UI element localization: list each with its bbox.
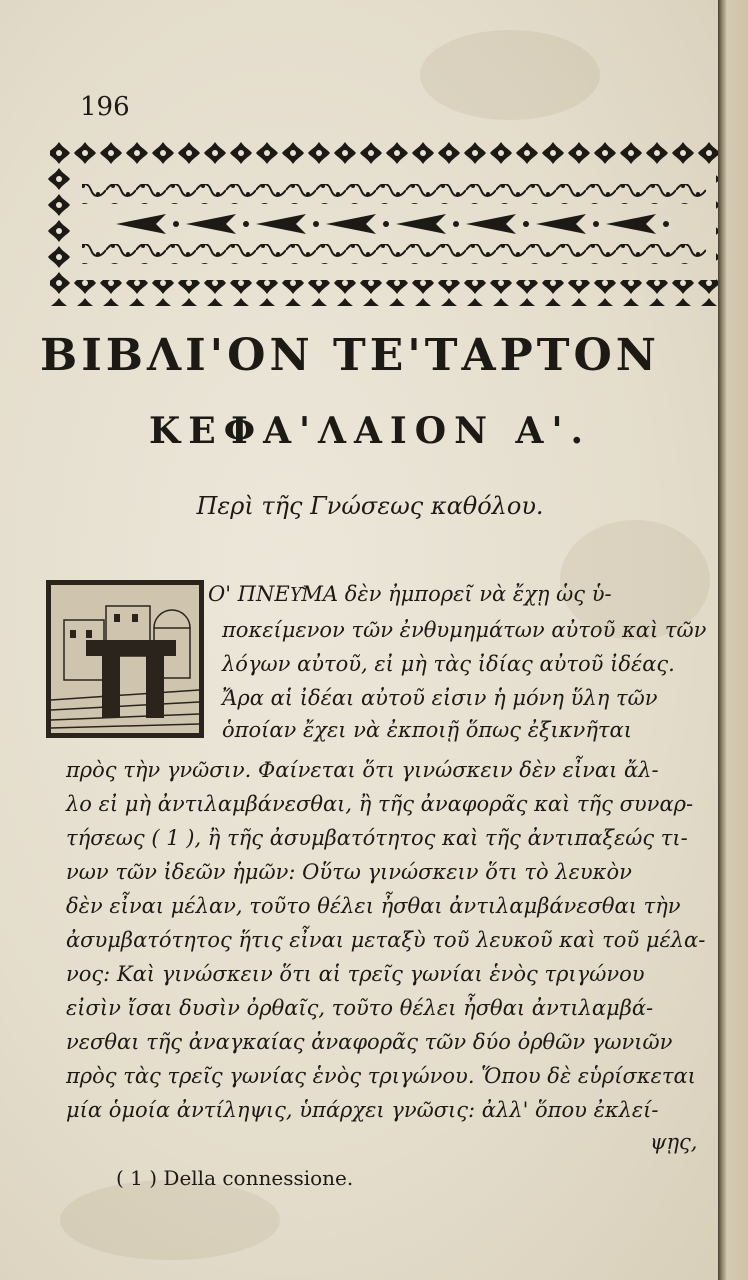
- text-line: ὁποίαν ἔχει νὰ ἐκποιῇ ὅπως ἐξικνῆται: [222, 718, 632, 742]
- decorated-initial-pi: [46, 580, 204, 738]
- text-line: νων τῶν ἰδεῶν ἡμῶν: Οὕτω γινώσκειν ὅτι τὸ λευκὸν: [66, 860, 632, 884]
- text-line: λόγων αὐτοῦ, εἰ μὴ τὰς ἰδίας αὐτοῦ ἰδέας.: [222, 652, 675, 676]
- text-line: δὲν εἶναι μέλαν, τοῦτο θέλει ἦσθαι ἀντιλαμβάνεσθαι τὴν: [66, 894, 681, 918]
- paper-stain: [60, 1180, 280, 1260]
- chapter-title: ΚΕΦΑ'ΛΑΙΟΝ Α'.: [148, 410, 592, 452]
- decorative-headpiece: [46, 140, 742, 308]
- text-line: νεσθαι τῆς ἀναγκαίας ἀναφορᾶς τῶν δύο ὀρθῶν γωνιῶν: [66, 1030, 673, 1054]
- paper-stain: [420, 30, 600, 120]
- text-line: λο εἰ μὴ ἀντιλαμβάνεσθαι, ἢ τῆς ἀναφορᾶς καὶ τῆς συναρ-: [66, 792, 694, 816]
- text-line: πρὸς τὰς τρεῖς γωνίας ἑνὸς τριγώνου. Ὅπου δὲ εὑρίσκεται: [66, 1064, 696, 1088]
- text-line: Ο' ΠΝΕΥ͂ΜΑ δὲν ἠμπορεῖ νὰ ἔχῃ ὡς ὑ-: [208, 582, 612, 606]
- text-line: νος: Καὶ γινώσκειν ὅτι αἱ τρεῖς γωνίαι ἑνὸς τριγώνου: [66, 962, 645, 986]
- book-title: ΒΙΒΛΙ'ΟΝ ΤΕ'ΤΑΡΤΟΝ: [40, 330, 661, 381]
- text-line: εἰσὶν ἴσαι δυσὶν ὀρθαῖς, τοῦτο θέλει ἦσθαι ἀντιλαμβά-: [66, 996, 654, 1020]
- text-line: πρὸς τὴν γνῶσιν. Φαίνεται ὅτι γινώσκειν δὲν εἶναι ἄλ-: [66, 758, 659, 782]
- page-number: 196: [80, 92, 130, 122]
- text-line: ψῃς,: [650, 1130, 698, 1154]
- section-title: Περὶ τῆς Γνώσεως καθόλου.: [196, 492, 544, 520]
- text-line: μία ὁμοία ἀντίληψις, ὑπάρχει γνῶσις: ἀλλ' ὅπου ἐκλεί-: [66, 1098, 659, 1122]
- page-edge: [718, 0, 748, 1280]
- text-line: τήσεως ( 1 ), ἢ τῆς ἀσυμβατότητος καὶ τῆς ἀντιπαξεώς τι-: [66, 826, 688, 850]
- text-line: ἀσυμβατότητος ἥτις εἶναι μεταξὺ τοῦ λευκοῦ καὶ τοῦ μέλα-: [66, 928, 706, 952]
- text-line: Ἄρα αἱ ἰδέαι αὐτοῦ εἰσιν ἡ μόνη ὕλη τῶν: [222, 686, 658, 710]
- text-line: ποκείμενον τῶν ἐνθυμημάτων αὐτοῦ καὶ τῶν: [222, 618, 707, 642]
- footnote: ( 1 ) Della connessione.: [116, 1166, 354, 1190]
